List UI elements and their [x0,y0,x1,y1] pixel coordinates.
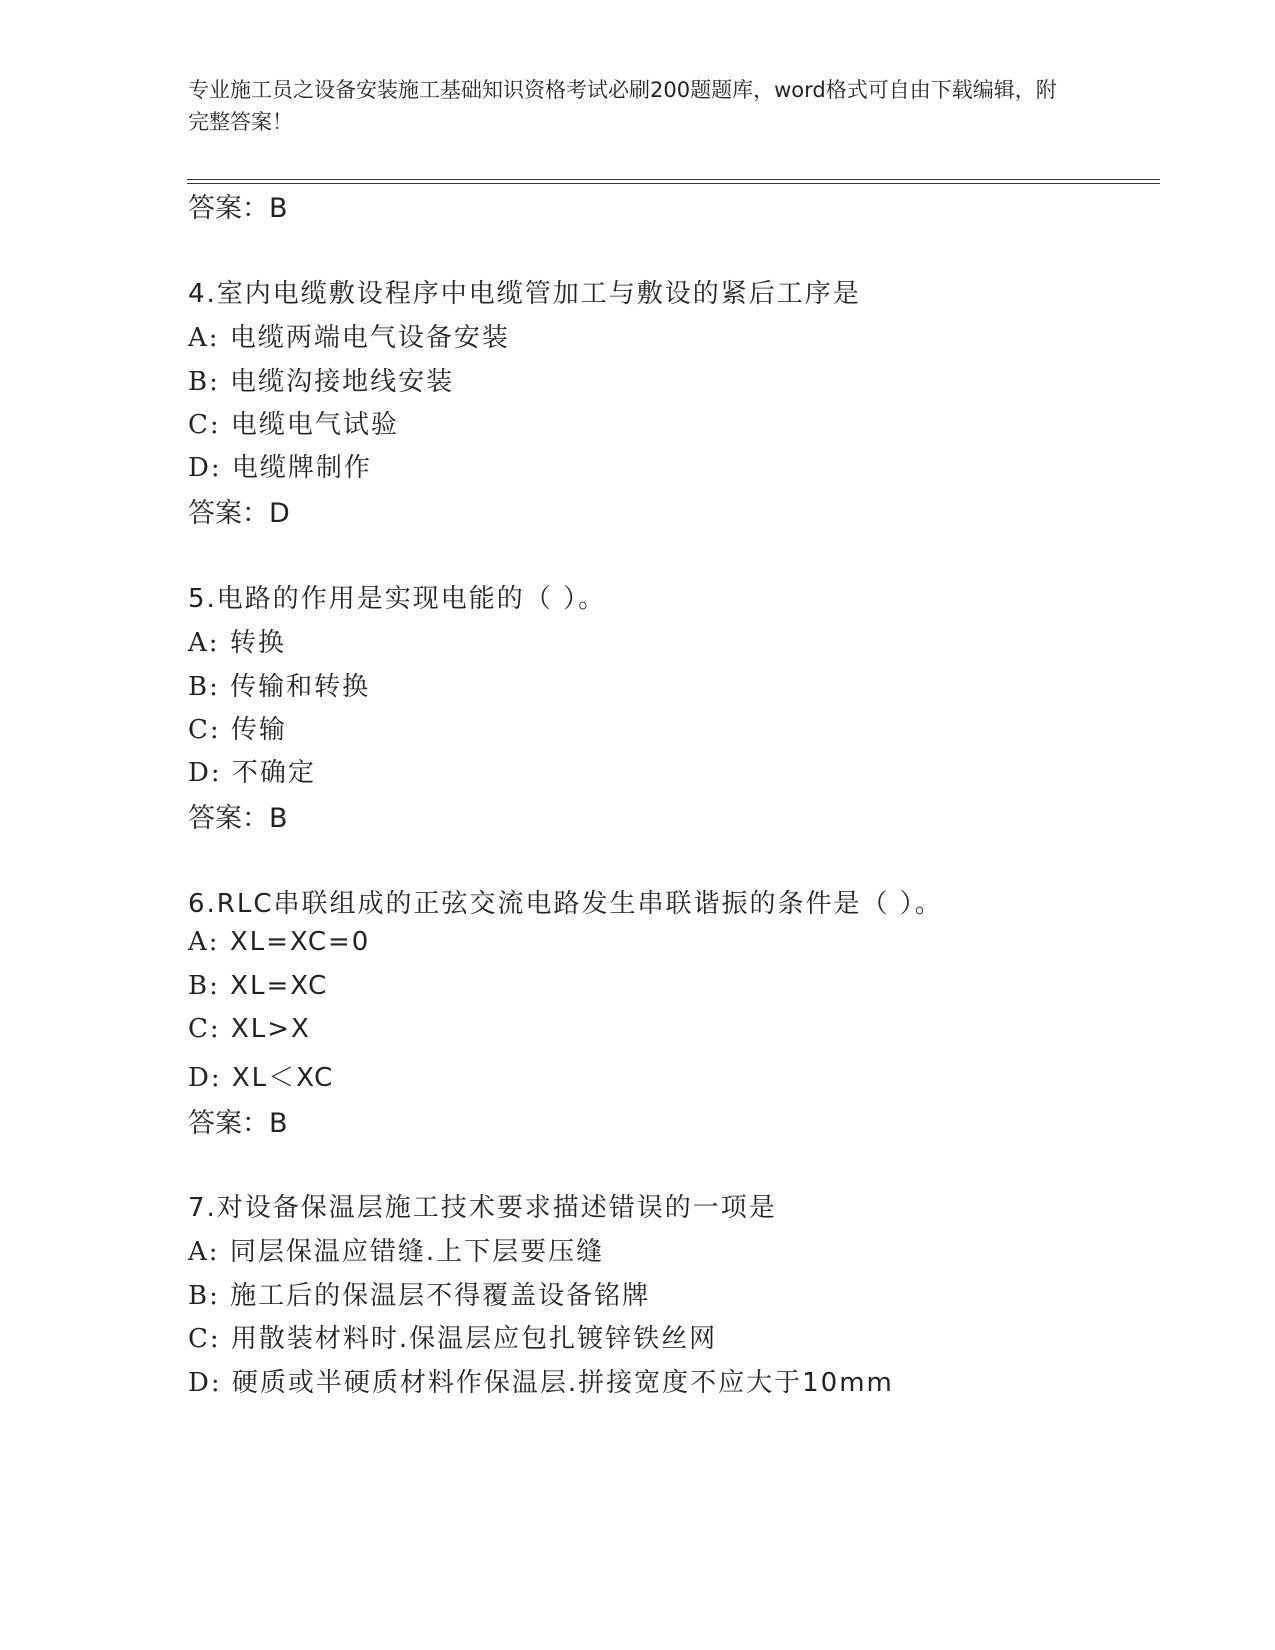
option-key: C: [188,1324,221,1354]
option-text: 传输和转换 [230,672,371,702]
option-text: 电缆电气试验 [230,410,399,440]
answer-label: 答案： [188,1108,269,1139]
option-key: C: [188,410,221,440]
option-key: D: [188,1368,222,1398]
answer-line [188,796,288,835]
option-text: 电缆牌制作 [231,453,372,483]
option-key: C: [188,715,221,745]
option-text: 同层保温应错缝.上下层要压缝 [229,1237,605,1267]
question-title: 4.室内电缆敷设程序中电缆管加工与敷设的紧后工序是 [188,279,861,309]
option-b [188,1275,650,1312]
answer-label: 答案： [188,803,269,834]
answer-value: B [269,193,288,224]
answer-label: 答案： [188,193,269,224]
option-text: XL＜XC [231,1063,335,1093]
question-title: 6.RLC串联组成的正弦交流电路发生串联谐振的条件是（ ）。 [188,889,943,919]
option-key: D: [188,453,222,483]
option-key: A: [188,1237,220,1267]
option-c [188,1318,717,1355]
answer-line [188,186,288,225]
option-text: 转换 [229,628,286,658]
answer-value: B [269,1108,288,1139]
option-d [188,447,372,484]
option-key: B: [188,971,220,1001]
option-text: 硬质或半硬质材料作保温层.拼接宽度不应大于10mm [231,1368,894,1398]
question-title: 5.电路的作用是实现电能的（ ）。 [188,584,607,614]
option-text: 用散装材料时.保温层应包扎镀锌铁丝网 [230,1324,718,1354]
option-d [188,1362,894,1399]
option-a [188,317,510,354]
option-text: XL>X [230,1014,311,1044]
option-text: 传输 [230,715,287,745]
option-a [188,622,286,659]
option-a [188,1231,604,1268]
option-text: XL=XC=0 [229,927,371,957]
option-text: 电缆沟接地线安装 [230,367,455,397]
option-key: A: [188,927,220,957]
document-header: 专业施工员之设备安装施工基础知识资格考试必刷200题题库，word格式可自由下载编辑，附完整答案！ [188,78,1057,134]
option-c [188,404,399,441]
option-key: A: [188,628,220,658]
option-c [188,1014,311,1044]
option-c [188,709,287,746]
question-title: 7.对设备保温层施工技术要求描述错误的一项是 [188,1193,777,1223]
option-key: B: [188,1281,220,1311]
option-b [188,361,454,398]
option-key: B: [188,367,220,397]
answer-line [188,1101,288,1140]
option-text: 电缆两端电气设备安装 [229,323,510,353]
option-key: D: [188,1063,222,1093]
option-key: C: [188,1014,221,1044]
option-b [188,666,370,703]
option-key: D: [188,758,222,788]
answer-line [188,491,290,530]
option-key: B: [188,672,220,702]
option-b [188,971,328,1001]
option-key: A: [188,323,220,353]
option-text: 不确定 [231,758,316,788]
option-d [188,1057,334,1094]
option-a [188,927,370,957]
option-text: 施工后的保温层不得覆盖设备铭牌 [230,1281,651,1311]
header-divider [187,179,1160,184]
answer-value: B [269,803,288,834]
option-d [188,752,316,789]
option-text: XL=XC [230,971,329,1001]
answer-label: 答案： [188,498,269,529]
answer-value: D [269,498,290,529]
